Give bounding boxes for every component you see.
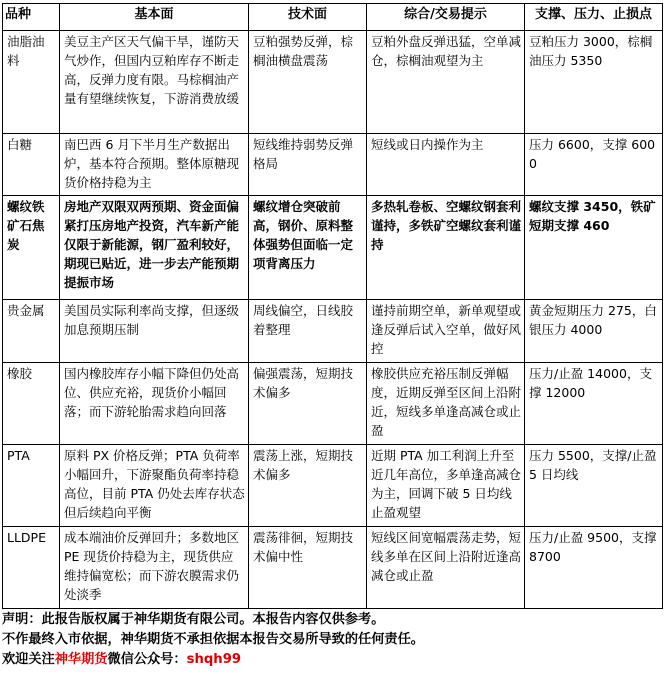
header-fundamental: 基本面 <box>60 4 249 31</box>
technical-cell: 螺纹增仓突破前高，钢价、原料整体强势但面临一定项背离压力 <box>249 196 367 300</box>
levels-cell: 压力/止盈 9500，支撑 8700 <box>525 527 663 609</box>
disclaimer <box>2 610 662 670</box>
variety-cell: 白糖 <box>3 134 60 196</box>
fundamental-cell: 美国员实际利率尚支撑，但逐级加息预期压制 <box>60 300 249 363</box>
table-row <box>3 363 663 445</box>
disclaimer-line-1: 声明：此报告版权属于神华期货有限公司。本报告内容仅供参考。 <box>2 612 385 627</box>
variety-cell: LLDPE <box>3 527 60 609</box>
follow-prefix: 欢迎关注 <box>2 652 55 667</box>
header-technical: 技术面 <box>249 4 367 31</box>
variety-cell: PTA <box>3 445 60 527</box>
levels-cell: 黄金短期压力 275，白银压力 4000 <box>525 300 663 363</box>
wechat-account: shqh99 <box>186 652 242 667</box>
disclaimer-line-2: 不作最终入市依据，神华期货不承担依据本报告交易所导致的任何责任。 <box>2 632 424 647</box>
table-row <box>3 445 663 527</box>
fundamental-cell: 原料 PX 价格反弹；PTA 负荷率小幅回升，下游聚酯负荷率持稳高位，目前 PTA 仍处去库存状态但后续趋向平衡 <box>60 445 249 527</box>
advice-cell: 橡胶供应充裕压制反弹幅度，近期反弹至区间上沿附近，短线多单逢高减仓或止盈 <box>367 363 525 445</box>
levels-cell: 压力/止盈 14000，支撑 12000 <box>525 363 663 445</box>
technical-cell: 震荡上涨，短期技术偏多 <box>249 445 367 527</box>
table-row <box>3 31 663 134</box>
fundamental-cell: 南巴西 6 月下半月生产数据出炉，基本符合预期。整体原糖现货价格持稳为主 <box>60 134 249 196</box>
technical-cell: 偏强震荡，短期技术偏多 <box>249 363 367 445</box>
fundamental-cell: 成本端油价反弹回升；多数地区 PE 现货价持稳为主，现货供应维持偏宽松；而下游农膜需求仍处淡季 <box>60 527 249 609</box>
wechat-follow-line <box>2 650 662 670</box>
advice-cell: 近期 PTA 加工利润上升至近几年高位，多单逢高减仓为主，回调下破 5 日均线止盈观望 <box>367 445 525 527</box>
technical-cell: 周线偏空，日线胶着整理 <box>249 300 367 363</box>
advice-cell: 短线或日内操作为主 <box>367 134 525 196</box>
commodity-table <box>2 3 663 609</box>
variety-cell: 螺纹铁矿石焦炭 <box>3 196 60 300</box>
levels-cell: 豆粕压力 3000，棕榈油压力 5350 <box>525 31 663 134</box>
report-container <box>2 3 662 670</box>
fundamental-cell: 国内橡胶库存小幅下降但仍处高位、供应充裕，现货价小幅回落；而下游轮胎需求趋向回落 <box>60 363 249 445</box>
header-variety: 品种 <box>3 4 60 31</box>
variety-cell: 油脂油料 <box>3 31 60 134</box>
variety-cell: 橡胶 <box>3 363 60 445</box>
table-row <box>3 300 663 363</box>
levels-cell: 压力 6600，支撑 6000 <box>525 134 663 196</box>
fundamental-cell: 房地产双限双两预期、资金面偏紧打压房地产投资，汽车新产能仅限于新能源，钢厂盈利较好，期现已贴近，进一步去产能预期提振市场 <box>60 196 249 300</box>
advice-cell: 豆粕外盘反弹迅猛，空单减仓，棕榈油观望为主 <box>367 31 525 134</box>
table-row <box>3 196 663 300</box>
advice-cell: 谨持前期空单，新单观望或逢反弹后试入空单，做好风控 <box>367 300 525 363</box>
technical-cell: 短线维持弱势反弹格局 <box>249 134 367 196</box>
table-header-row <box>3 4 663 31</box>
variety-cell: 贵金属 <box>3 300 60 363</box>
levels-cell: 螺纹支撑 3450，铁矿短期支撑 460 <box>525 196 663 300</box>
table-row <box>3 134 663 196</box>
table-row <box>3 527 663 609</box>
fundamental-cell: 美豆主产区天气偏干旱，谨防天气炒作，但国内豆粕库存不断走高，反弹力度有限。马棕榈油产量有望继续恢复，下游消费放缓 <box>60 31 249 134</box>
advice-cell: 多热轧卷板、空螺纹钢套利谨持，多铁矿空螺纹套利谨持 <box>367 196 525 300</box>
technical-cell: 豆粕强势反弹，棕榈油横盘震荡 <box>249 31 367 134</box>
advice-cell: 短线区间宽幅震荡走势，短线多单在区间上沿附近逢高减仓或止盈 <box>367 527 525 609</box>
follow-middle: 微信公众号： <box>107 652 187 667</box>
header-advice: 综合/交易提示 <box>367 4 525 31</box>
brand-name: 神华期货 <box>54 652 108 667</box>
levels-cell: 压力 5500，支撑/止盈 5 日均线 <box>525 445 663 527</box>
header-levels: 支撑、压力、止损点 <box>525 4 663 31</box>
technical-cell: 震荡徘徊，短期技术偏中性 <box>249 527 367 609</box>
